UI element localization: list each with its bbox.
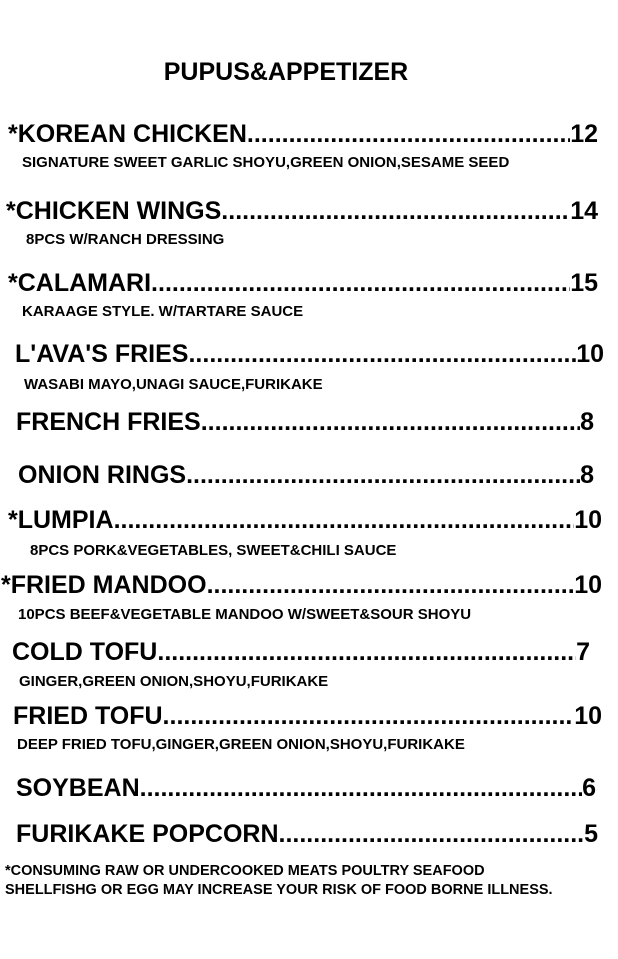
item-name: ONION RINGS bbox=[18, 461, 187, 489]
menu-item-french-fries bbox=[16, 408, 594, 438]
item-name: L'AVA'S FRIES bbox=[15, 340, 189, 368]
item-name: *LUMPIA bbox=[8, 506, 114, 534]
item-price: 10 bbox=[574, 506, 602, 534]
dot-leader bbox=[114, 506, 575, 535]
item-price: 6 bbox=[582, 774, 596, 802]
item-price: 10 bbox=[574, 702, 602, 730]
menu-item-onion-rings bbox=[18, 461, 594, 491]
dot-leader bbox=[163, 702, 575, 731]
item-name: FURIKAKE POPCORN bbox=[16, 820, 279, 848]
disclaimer-line-2: SHELLFISHG OR EGG MAY INCREASE YOUR RISK OF FOOD BORNE ILLNESS. bbox=[5, 882, 553, 898]
item-price: 5 bbox=[584, 820, 598, 848]
item-price: 10 bbox=[574, 571, 602, 599]
item-price: 14 bbox=[570, 197, 598, 225]
disclaimer-line-1: *CONSUMING RAW OR UNDERCOOKED MEATS POULTRY SEAFOOD bbox=[5, 863, 485, 879]
dot-leader bbox=[140, 774, 582, 803]
dot-leader bbox=[221, 197, 570, 226]
dot-leader bbox=[151, 269, 570, 298]
dot-leader bbox=[207, 571, 575, 600]
dot-leader bbox=[201, 408, 580, 437]
item-description: DEEP FRIED TOFU,GINGER,GREEN ONION,SHOYU,FURIKAKE bbox=[17, 736, 465, 753]
item-name: SOYBEAN bbox=[16, 774, 140, 802]
item-name: *CHICKEN WINGS bbox=[6, 197, 222, 225]
dot-leader bbox=[247, 120, 570, 149]
item-name: *FRIED MANDOO bbox=[1, 571, 207, 599]
menu-item-cold-tofu bbox=[12, 638, 590, 668]
item-price: 10 bbox=[576, 340, 604, 368]
item-description: 10PCS BEEF&VEGETABLE MANDOO W/SWEET&SOUR SHOYU bbox=[18, 606, 472, 623]
dot-leader bbox=[188, 340, 576, 369]
item-name: *CALAMARI bbox=[8, 269, 152, 297]
item-price: 8 bbox=[580, 408, 594, 436]
item-price: 8 bbox=[580, 461, 594, 489]
menu-item-lumpia bbox=[8, 506, 602, 536]
item-description: GINGER,GREEN ONION,SHOYU,FURIKAKE bbox=[19, 673, 329, 690]
item-price: 7 bbox=[576, 638, 590, 666]
item-description: 8PCS W/RANCH DRESSING bbox=[26, 231, 225, 248]
item-name: COLD TOFU bbox=[12, 638, 158, 666]
item-description: 8PCS PORK&VEGETABLES, SWEET&CHILI SAUCE bbox=[30, 542, 397, 559]
menu-item-fried-mandoo bbox=[1, 571, 602, 601]
item-price: 15 bbox=[570, 269, 598, 297]
item-name: *KOREAN CHICKEN bbox=[8, 120, 247, 148]
item-name: FRENCH FRIES bbox=[16, 408, 201, 436]
item-description: SIGNATURE SWEET GARLIC SHOYU,GREEN ONION,SESAME SEED bbox=[22, 154, 510, 171]
item-name: FRIED TOFU bbox=[13, 702, 163, 730]
menu-item-korean-chicken bbox=[8, 120, 598, 150]
dot-leader bbox=[157, 638, 576, 667]
menu-title: PUPUS&APPETIZER bbox=[163, 58, 409, 86]
food-safety-disclaimer bbox=[5, 862, 553, 900]
menu-item-lavas-fries bbox=[15, 340, 604, 370]
item-description: WASABI MAYO,UNAGI SAUCE,FURIKAKE bbox=[24, 376, 323, 393]
menu-item-calamari bbox=[8, 269, 598, 299]
dot-leader bbox=[186, 461, 580, 490]
dot-leader bbox=[279, 820, 585, 849]
menu-item-chicken-wings bbox=[6, 197, 598, 227]
menu-item-soybean bbox=[16, 774, 596, 804]
item-price: 12 bbox=[570, 120, 598, 148]
item-description: KARAAGE STYLE. W/TARTARE SAUCE bbox=[22, 303, 304, 320]
menu-item-furikake-popcorn bbox=[16, 820, 598, 850]
menu-item-fried-tofu bbox=[13, 702, 602, 732]
